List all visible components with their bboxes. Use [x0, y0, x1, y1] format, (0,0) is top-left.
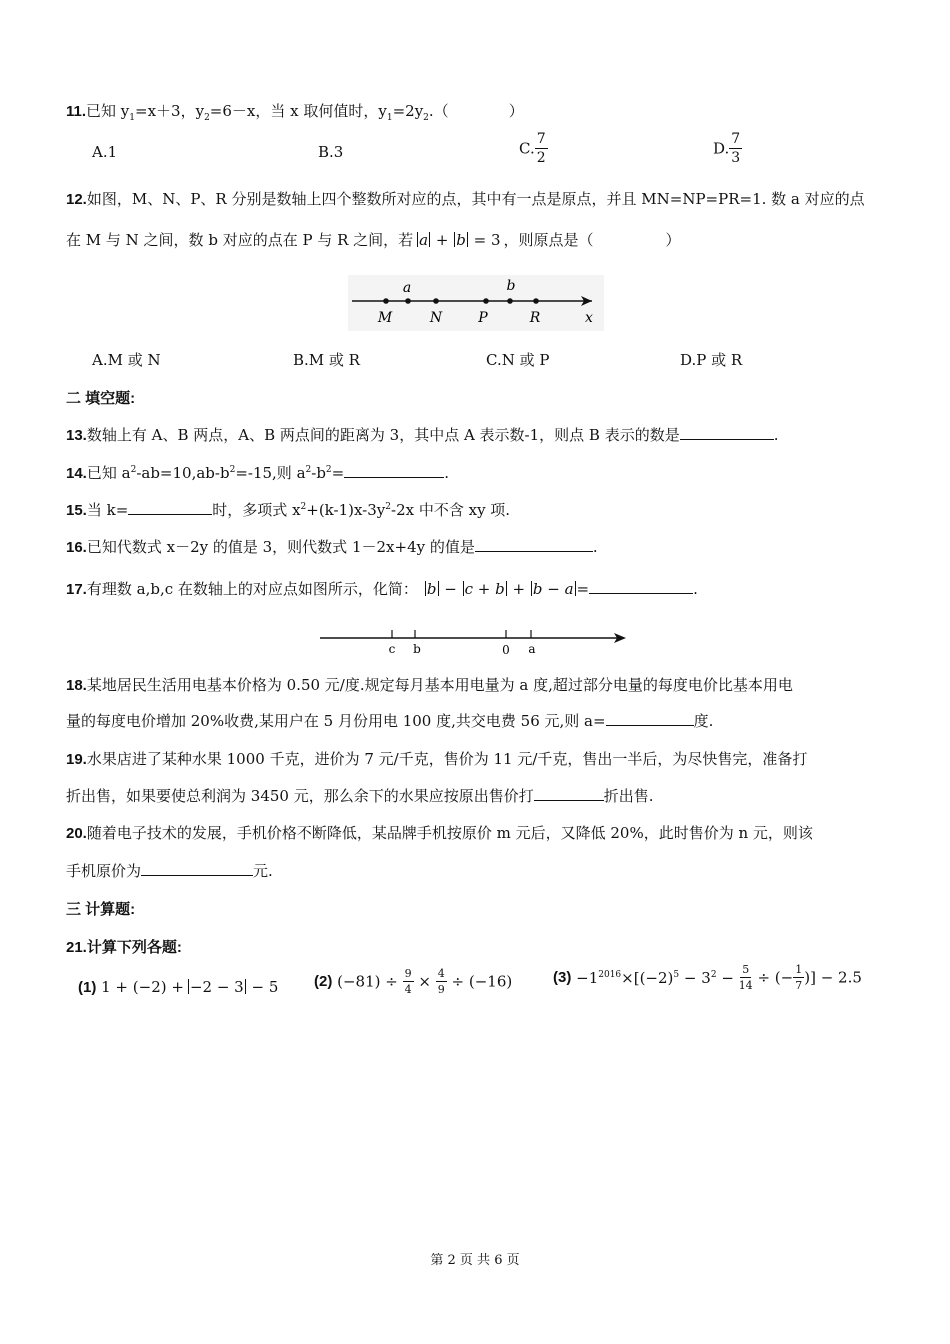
label-c: c [388, 642, 396, 656]
option-label: C. [519, 139, 535, 158]
question-11 [66, 100, 524, 123]
question-21 [66, 936, 182, 957]
answer-blank[interactable] [128, 500, 212, 515]
label-0: 0 [502, 643, 510, 657]
q12-line2 [66, 229, 681, 250]
expr: − [721, 968, 734, 987]
denominator: 9 [437, 983, 445, 996]
subscript: 1 [386, 113, 393, 123]
label-M: M [377, 310, 393, 326]
q12-option-d[interactable] [680, 349, 742, 370]
q12-option-a[interactable] [92, 349, 161, 370]
question-number: 12. [66, 191, 87, 208]
formula-op: = 3 [473, 231, 501, 249]
formula-var: a [419, 231, 429, 249]
question-number: 19. [66, 751, 87, 768]
denominator: 14 [738, 979, 753, 992]
fraction [403, 968, 414, 995]
option-label: D.P 或 R [680, 351, 743, 369]
section-header-calculation: 三 计算题: [66, 901, 136, 918]
question-number: 11. [66, 103, 87, 120]
expr: 1 + (−2) + [101, 978, 184, 996]
formula [416, 231, 500, 249]
q13-text: 数轴上有 A、B 两点，A、B 两点间的距离为 3，其中点 A 表示数-1，则点 B 表示的数是 [86, 426, 680, 444]
q19-line1: 水果店进了某种水果 1000 千克，进价为 7 元/千克，售价为 11 元/千克，售出一半后，为尽快售完，准备打 [86, 750, 808, 768]
label-b: b [506, 278, 516, 294]
option-label: D. [713, 139, 730, 158]
expr: −1 [576, 968, 599, 987]
label-a: a [402, 280, 412, 296]
question-number: 20. [66, 825, 87, 842]
q16-text: 已知代数式 x－2y 的值是 3，则代数式 1－2x+4y 的值是 [86, 538, 475, 556]
superscript: 2016 [598, 969, 622, 980]
q14-text: . [444, 464, 450, 482]
formula-var: b [456, 231, 466, 249]
question-number: 17. [66, 581, 87, 598]
q11-text: ） [508, 102, 524, 120]
formula-op: + [435, 231, 449, 249]
numerator: 5 [742, 963, 750, 976]
point-R [533, 298, 539, 304]
option-label: C.N 或 P [486, 351, 550, 369]
numerator: 4 [437, 967, 445, 980]
question-13 [66, 424, 779, 445]
q20-line2 [66, 860, 273, 881]
q17-text: 有理数 a,b,c 在数轴上的对应点如图所示，化简： [86, 580, 418, 598]
question-19 [66, 748, 807, 769]
formula-var: b [426, 580, 437, 598]
option-label: A.M 或 N [92, 351, 161, 369]
superscript: 5 [673, 969, 680, 980]
point-b [507, 298, 513, 304]
numerator: 1 [795, 963, 803, 976]
q16-text: . [592, 538, 598, 556]
q11-text: =6－x，当 x 取何值时，y [209, 102, 387, 120]
superscript: 2 [710, 969, 717, 980]
point-P [483, 298, 489, 304]
point-a [405, 298, 411, 304]
denominator: 7 [795, 979, 803, 992]
expr: ÷ (−16) [451, 972, 513, 991]
q20-text: 元. [253, 862, 273, 880]
superscript: 2 [300, 502, 307, 512]
part-label: (2) [314, 973, 333, 990]
q18-text: 度. [693, 712, 714, 730]
q21-part-1 [78, 978, 278, 996]
q21-part-2 [314, 968, 512, 995]
formula-op: = [576, 580, 590, 598]
option-label: B.M 或 R [293, 351, 360, 369]
expr: × [418, 972, 431, 991]
q11-option-c[interactable] [519, 132, 548, 165]
question-12 [66, 188, 865, 209]
q12-option-b[interactable] [293, 349, 360, 370]
question-number: 21. [66, 939, 87, 956]
formula-op: − [444, 580, 457, 598]
q14-text: 已知 a [86, 464, 131, 482]
superscript: 2 [325, 465, 332, 475]
q21-part-3 [553, 964, 862, 991]
q11-text: 已知 y [86, 102, 130, 120]
q18-line1: 某地居民生活用电基本价格为 0.50 元/度.规定每月基本用电量为 a 度,超过部分电量的每度电价比基本用电 [86, 676, 793, 694]
question-16 [66, 536, 598, 557]
q15-text: 时，多项式 x [212, 501, 301, 519]
question-18 [66, 674, 793, 695]
q11-text: .（ [428, 102, 449, 120]
subscript: 2 [423, 113, 429, 123]
question-number: 13. [66, 427, 87, 444]
answer-blank[interactable] [141, 861, 253, 876]
answer-blank[interactable] [475, 537, 593, 552]
page-footer: 第 2 页 共 6 页 [430, 1253, 520, 1268]
option-label: A.1 [92, 143, 118, 161]
q17-number-line-figure [318, 622, 630, 658]
formula-var: b − a [532, 580, 574, 598]
part-label: (1) [78, 979, 97, 996]
fraction [436, 968, 447, 995]
section-header-fill-in: 二 填空题: [66, 390, 136, 407]
q14-text: =-15,则 a [235, 464, 306, 482]
answer-blank[interactable] [534, 786, 604, 801]
formula-op: + [512, 580, 526, 598]
q12-text: 在 M 与 N 之间，数 b 对应的点在 P 与 R 之间，若 [66, 231, 414, 249]
fraction [739, 964, 753, 991]
q14-text: = [331, 464, 345, 482]
question-number: 14. [66, 465, 87, 482]
question-15 [66, 499, 510, 520]
expr: − 5 [251, 978, 279, 996]
fraction [793, 964, 804, 991]
q17-text: . [693, 580, 698, 598]
fraction [729, 132, 742, 165]
q19-text: 折出售，如果要使总利润为 3450 元，那么余下的水果应按原出售价打 [66, 787, 534, 805]
numerator: 7 [536, 131, 546, 147]
expr: −2 − 3 [189, 978, 244, 996]
q12-option-c[interactable] [486, 349, 549, 370]
superscript: 2 [130, 465, 137, 475]
q21-title: 计算下列各题: [86, 939, 182, 956]
question-20 [66, 822, 813, 843]
answer-blank[interactable] [589, 579, 693, 594]
numerator: 9 [404, 967, 412, 980]
superscript: 2 [305, 465, 312, 475]
label-b: b [413, 642, 421, 656]
answer-blank[interactable] [680, 425, 774, 440]
q12-line1: 如图，M、N、P、R 分别是数轴上四个整数所对应的点，其中有一点是原点，并且 MN=NP=PR=1. 数 a 对应的点 [86, 190, 865, 208]
part-label: (3) [553, 969, 572, 986]
expr: ÷ (− [757, 968, 794, 987]
q11-option-a[interactable] [92, 143, 117, 161]
q11-option-d[interactable] [713, 132, 742, 165]
point-M [383, 298, 389, 304]
point-N [433, 298, 439, 304]
option-label: B.3 [318, 143, 344, 161]
expr: − 3 [683, 968, 711, 987]
expr: ×[(−2) [621, 968, 674, 987]
q11-option-b[interactable] [318, 143, 343, 161]
q11-text: =2y [392, 102, 424, 120]
q12-number-line-figure [348, 275, 604, 331]
label-a: a [528, 642, 536, 656]
question-number: 16. [66, 539, 87, 556]
q15-text: +(k-1)x-3y [306, 501, 386, 519]
q18-line2 [66, 710, 713, 731]
denominator: 2 [536, 150, 546, 166]
superscript: 2 [385, 502, 391, 512]
q20-text: 手机原价为 [66, 862, 142, 880]
question-14 [66, 462, 449, 483]
formula [424, 580, 577, 598]
expr: )] − 2.5 [804, 968, 862, 987]
expr: (−81) ÷ [337, 972, 398, 991]
q20-line1: 随着电子技术的发展，手机价格不断降低，某品牌手机按原价 m 元后，又降低 20%，此时售价为 n 元，则该 [86, 824, 813, 842]
q11-text: =x＋3，y [135, 102, 205, 120]
numerator: 7 [731, 131, 741, 147]
denominator: 4 [404, 983, 412, 996]
question-17 [66, 578, 698, 599]
q15-text: 当 k= [86, 501, 129, 519]
question-number: 18. [66, 677, 87, 694]
subscript: 2 [204, 113, 210, 123]
superscript: 2 [229, 465, 236, 475]
label-x: x [585, 310, 593, 326]
formula-var: c + b [464, 580, 505, 598]
q19-line2 [66, 785, 654, 806]
fraction [535, 132, 548, 165]
q19-text: 折出售. [603, 787, 654, 805]
subscript: 1 [129, 113, 136, 123]
q12-text: ） [665, 231, 681, 249]
denominator: 3 [731, 150, 741, 166]
answer-blank[interactable] [344, 463, 444, 478]
label-P: P [478, 310, 488, 326]
q15-text: -2x 中不含 xy 项. [391, 501, 511, 519]
question-number: 15. [66, 502, 87, 519]
q13-text: . [773, 426, 779, 444]
label-N: N [429, 310, 443, 326]
q14-text: -ab=10,ab-b [136, 464, 230, 482]
q14-text: -b [311, 464, 326, 482]
expr-group [576, 969, 734, 987]
q12-text: ，则原点是（ [503, 231, 594, 249]
q18-text: 量的每度电价增加 20%收费,某用户在 5 月份用电 100 度,共交电费 56 元,则 a= [66, 712, 606, 730]
label-R: R [529, 310, 541, 326]
answer-blank[interactable] [606, 711, 694, 726]
